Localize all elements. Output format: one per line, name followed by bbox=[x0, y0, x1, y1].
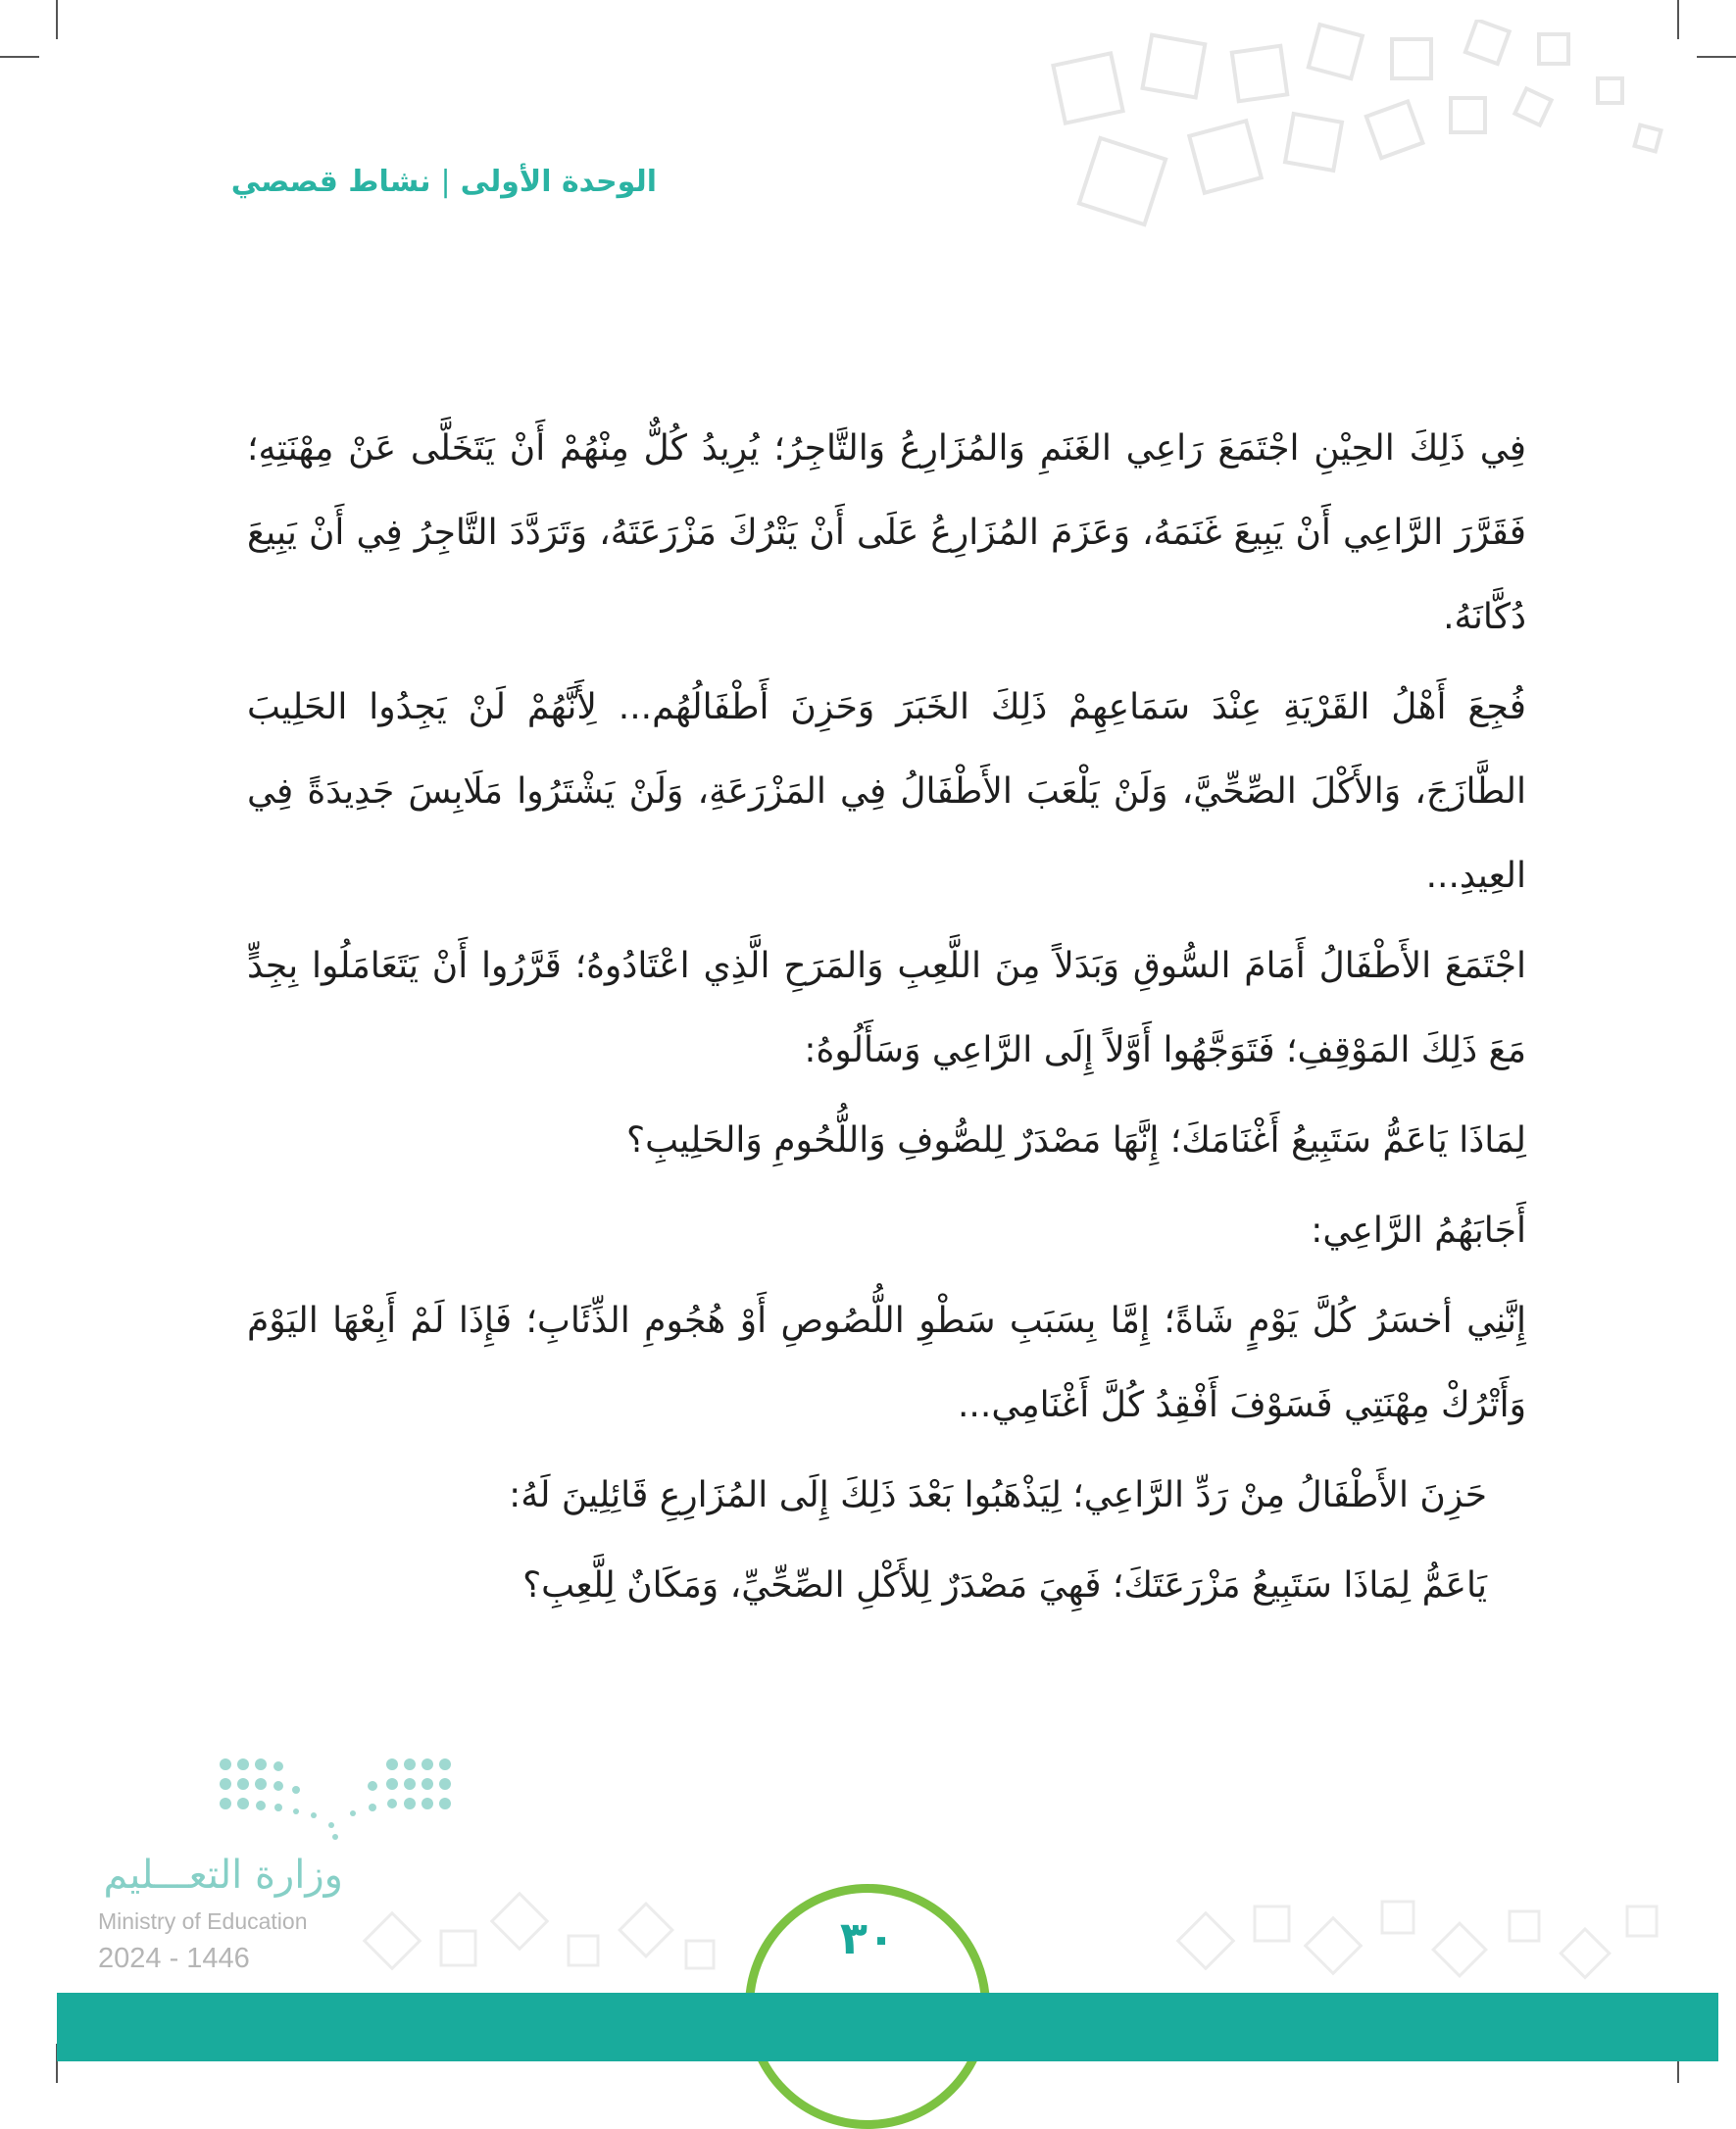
footer-bar bbox=[57, 1993, 1718, 2061]
story-paragraph: أَجَابَهُمُ الرَّاعِي: bbox=[1311, 1211, 1526, 1251]
ministry-name-english: Ministry of Education bbox=[98, 1908, 308, 1934]
crop-mark bbox=[1677, 0, 1679, 39]
ministry-logo-icon bbox=[216, 1755, 461, 1843]
crop-mark bbox=[1697, 56, 1736, 58]
story-paragraph: فِي ذَلِكَ الحِيْنِ اجْتَمَعَ رَاعِي الغَنَمِ وَالمُزَارِعُ وَالتَّاجِرُ؛ يُرِيدُ كُلٌّ مِنْهُمْ أَنْ يَتَخَلَّى عَنْ مِهْنَتِهِ؛ فَقَرَّرَ الرَّاعِي أَنْ يَبِيعَ غَنَمَهُ، وَعَزَمَ المُزَارِعُ عَلَى أَنْ يَتْرُكَ مَزْرَعَتَهُ، وَتَرَدَّدَ التَّاجِرُ فِي أَنْ يَبِيعَ دُكَّانَهُ. bbox=[247, 428, 1526, 637]
edition-year: 2024 - 1446 bbox=[98, 1943, 250, 1974]
story-paragraph: يَاعَمُّ لِمَاذَا سَتَبِيعُ مَزْرَعَتَكَ؛ فَهِيَ مَصْدَرٌ لِلأَكْلِ الصِّحِّيِّ، وَمَكَانٌ لِلَّعِبِ؟ bbox=[522, 1565, 1487, 1606]
story-paragraph: فُجِعَ أَهْلُ القَرْيَةِ عِنْدَ سَمَاعِهِمْ ذَلِكَ الخَبَرَ وَحَزِنَ أَطْفَالُهُم... لِأَنَّهُمْ لَنْ يَجِدُوا الحَلِيبَ الطَّازَجَ، وَالأَكْلَ الصِّحِّيَّ، وَلَنْ يَلْعَبَ الأَطْفَالُ فِي المَزْرَعَةِ، وَلَنْ يَشْتَرُوا مَلَابِسَ جَدِيدَةً فِي العِيدِ... bbox=[247, 687, 1526, 896]
story-paragraph: لِمَاذَا يَاعَمُّ سَتَبِيعُ أَغْنَامَكَ؛ إِنَّهَا مَصْدَرٌ لِلصُّوفِ وَاللُّحُومِ وَالحَلِيبِ؟ bbox=[625, 1120, 1526, 1161]
story-paragraph: إِنَّنِي أخسَرُ كُلَّ يَوْمٍ شَاةً؛ إِمَّا بِسَبَبِ سَطْوِ اللُّصُوصِ أَوْ هُجُومِ الذِّئَابِ؛ فَإِذَا لَمْ أَبِعْهَا اليَوْمَ وَأَتْرُكْ مِهْنَتِي فَسَوْفَ أَفْقِدُ كُلَّ أَغْنَامِي... bbox=[247, 1301, 1526, 1425]
story-paragraph: حَزِنَ الأَطْفَالُ مِنْ رَدِّ الرَّاعِي؛ لِيَذْهَبُوا بَعْدَ ذَلِكَ إِلَى المُزَارِعِ قَائِلِينَ لَهُ: bbox=[509, 1475, 1487, 1515]
decorative-pattern bbox=[353, 1862, 1725, 1990]
story-paragraph: اجْتَمَعَ الأَطْفَالُ أَمَامَ السُّوقِ وَبَدَلاً مِنَ اللَّعِبِ وَالمَرَحِ الَّذِي اعْتَادُوهُ؛ قَرَّرُوا أَنْ يَتَعَامَلُوا بِجِدٍّ مَعَ ذَلِكَ المَوْقِفِ؛ فَتَوَجَّهُوا أَوَّلاً إِلَى الرَّاعِي وَسَأَلُوهُ: bbox=[247, 946, 1526, 1070]
decorative-pattern bbox=[1029, 20, 1715, 274]
crop-mark bbox=[0, 56, 39, 58]
crop-mark bbox=[56, 0, 58, 39]
unit-header bbox=[230, 165, 657, 199]
unit-title: الوحدة الأولى bbox=[460, 165, 657, 199]
section-title: نشاط قصصي bbox=[230, 165, 431, 199]
ministry-name-arabic: وزارة التعـــليم bbox=[103, 1853, 343, 1898]
story-body bbox=[247, 407, 1526, 1634]
page-number: ٣٠ bbox=[839, 1911, 896, 1964]
header-separator: | bbox=[440, 165, 451, 199]
